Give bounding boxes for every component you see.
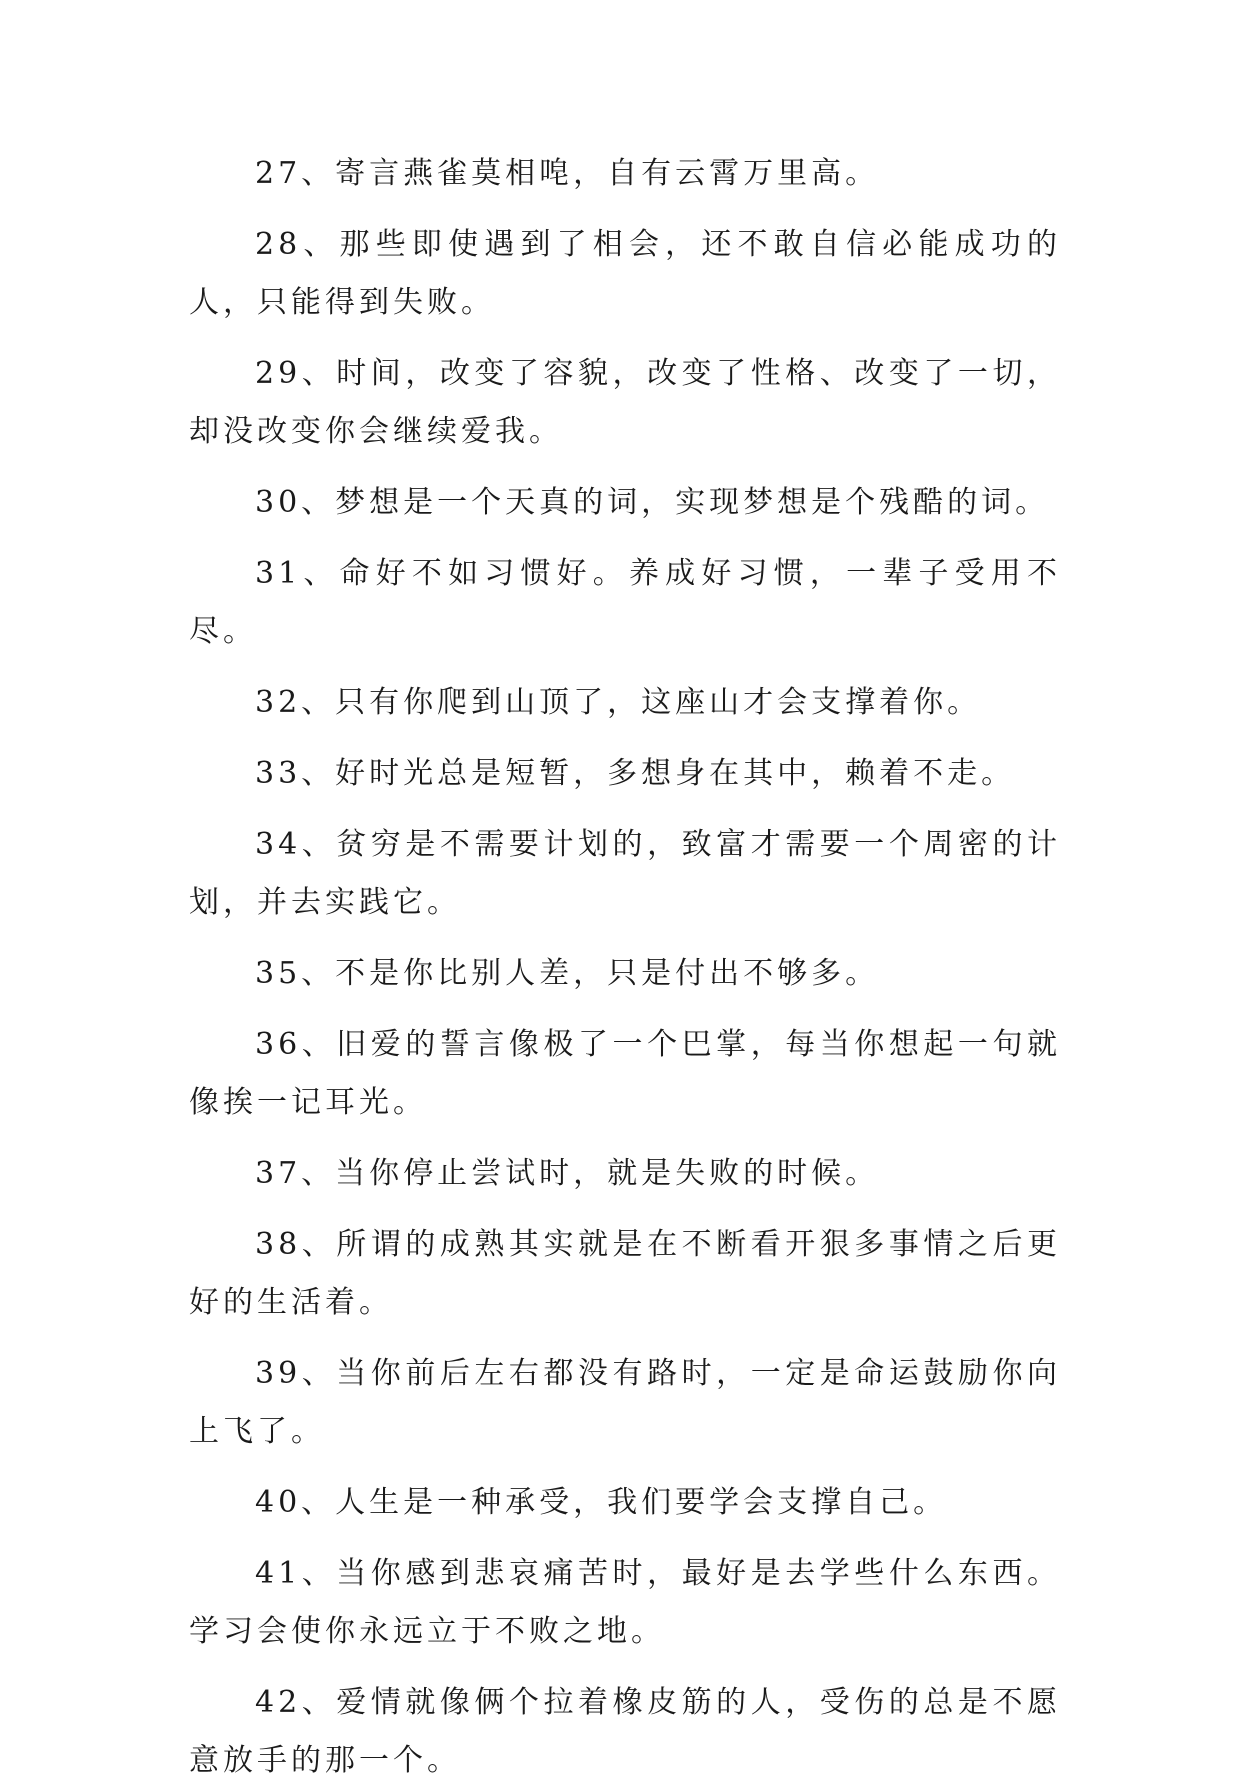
quote-paragraph: 30、梦想是一个天真的词，实现梦想是个残酷的词。	[255, 485, 1050, 520]
quote-paragraph: 32、只有你爬到山顶了，这座山才会支撑着你。	[255, 685, 982, 720]
quote-paragraph: 35、不是你比别人差，只是付出不够多。	[255, 956, 880, 991]
quote-paragraph: 39、当你前后左右都没有路时，一定是命运鼓励你向上飞了。	[189, 1356, 1061, 1449]
quote-paragraph: 38、所谓的成熟其实就是在不断看开狠多事情之后更好的生活着。	[189, 1227, 1061, 1320]
quote-paragraph: 36、旧爱的誓言像极了一个巴掌，每当你想起一句就像挨一记耳光。	[189, 1027, 1061, 1120]
quote-paragraph: 34、贫穷是不需要计划的，致富才需要一个周密的计划，并去实践它。	[189, 827, 1061, 920]
quote-paragraph: 27、寄言燕雀莫相唣，自有云霄万里高。	[255, 156, 880, 191]
quote-paragraph: 29、时间，改变了容貌，改变了性格、改变了一切，却没改变你会继续爱我。	[189, 356, 1061, 449]
quote-paragraph: 33、好时光总是短暂，多想身在其中，赖着不走。	[255, 756, 1016, 791]
quote-paragraph: 37、当你停止尝试时，就是失败的时候。	[255, 1156, 880, 1191]
quote-paragraph: 40、人生是一种承受，我们要学会支撑自己。	[255, 1485, 948, 1520]
quote-paragraph: 41、当你感到悲哀痛苦时，最好是去学些什么东西。学习会使你永远立于不败之地。	[189, 1556, 1061, 1649]
quote-paragraph: 28、那些即使遇到了相会，还不敢自信必能成功的人，只能得到失败。	[189, 227, 1061, 320]
quote-paragraph: 31、命好不如习惯好。养成好习惯，一辈子受用不尽。	[189, 556, 1061, 649]
quote-paragraph: 42、爱情就像俩个拉着橡皮筋的人，受伤的总是不愿意放手的那一个。	[189, 1685, 1061, 1778]
